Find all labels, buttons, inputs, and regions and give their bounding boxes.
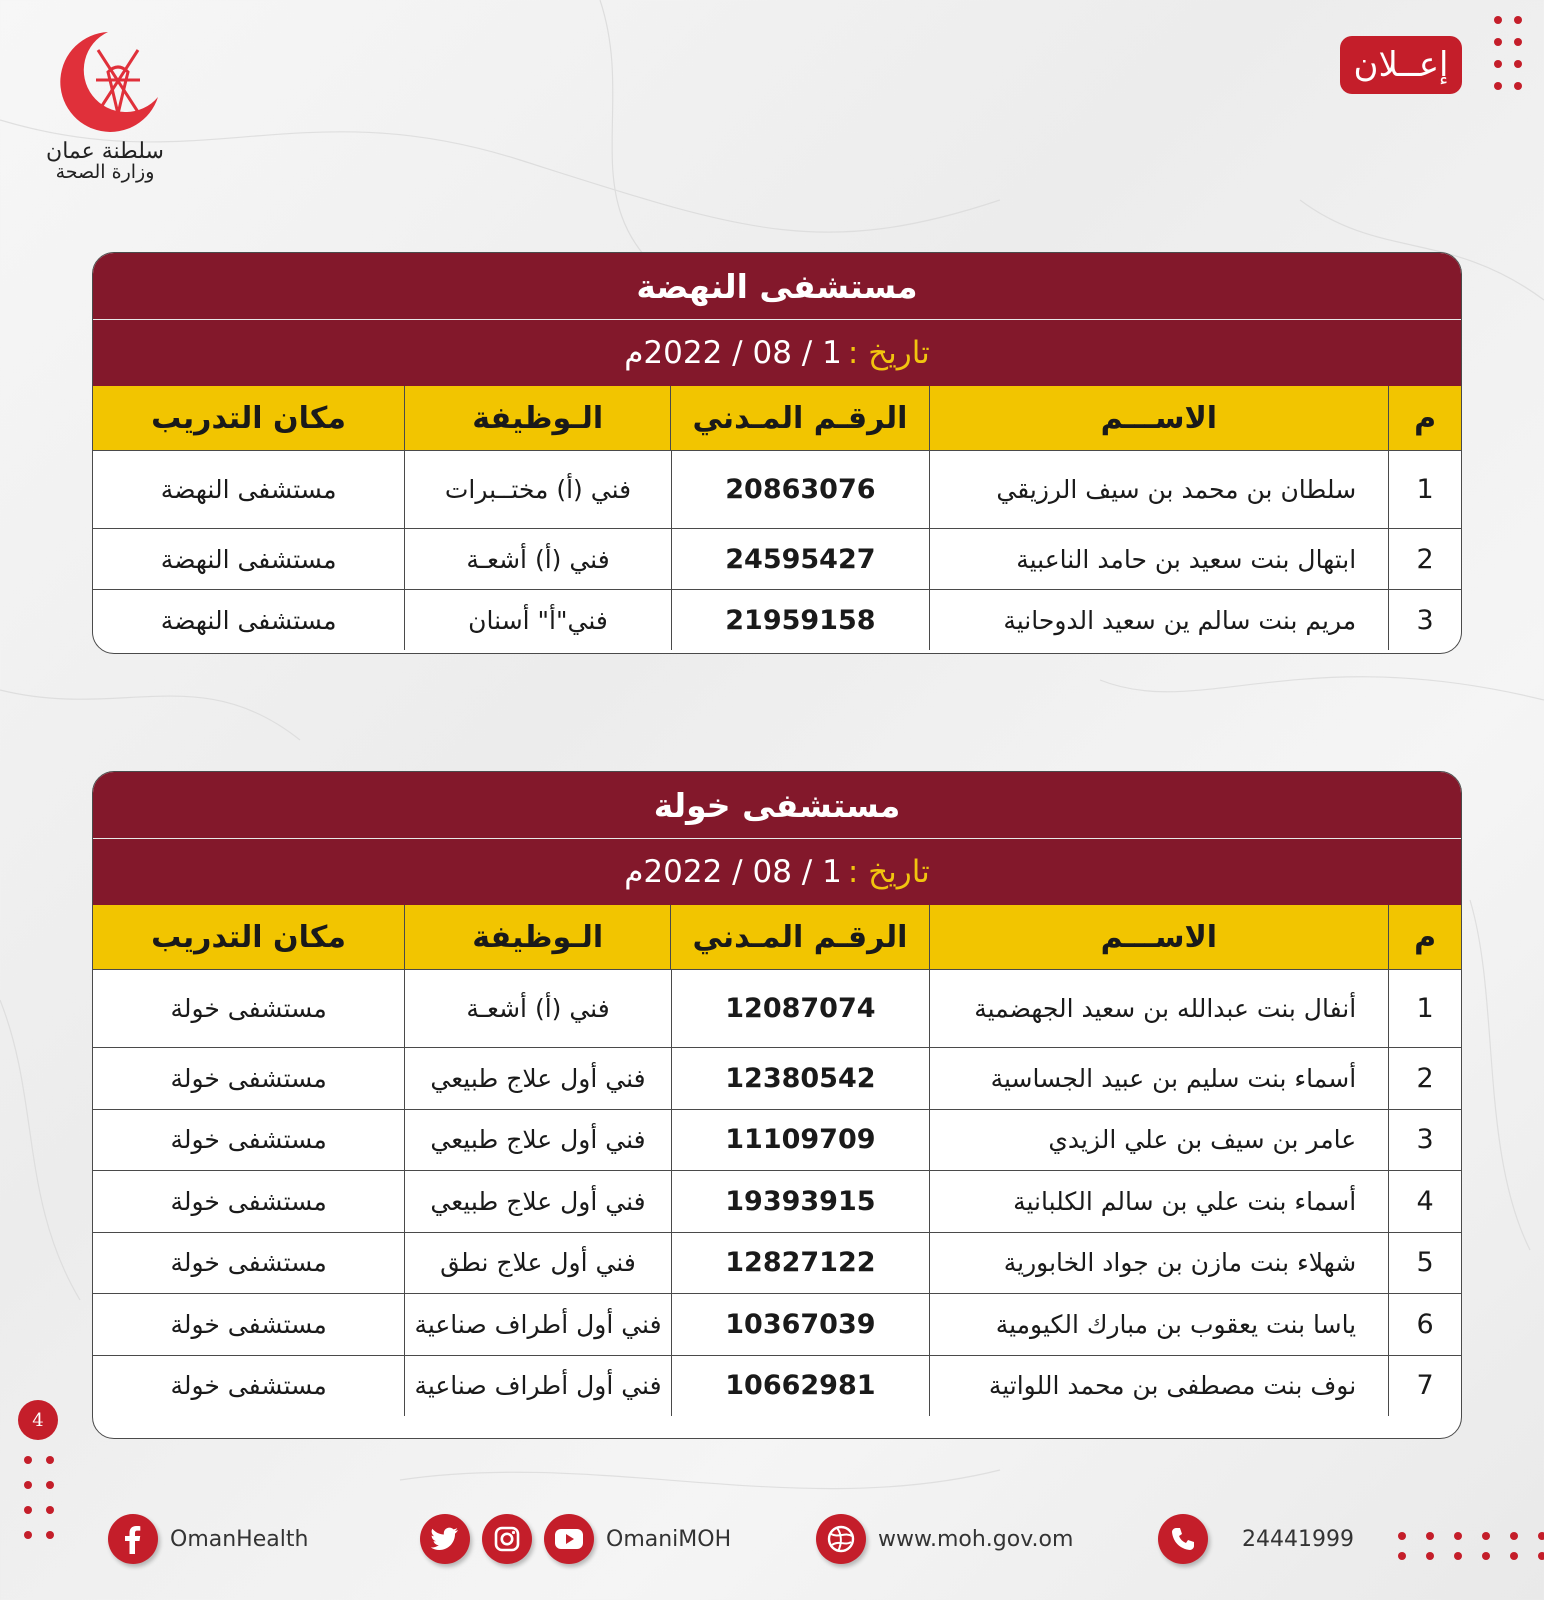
decorative-dots-top-right (1494, 16, 1522, 90)
logo-text (30, 140, 180, 183)
cell-place: مستشفى النهضة (93, 450, 404, 528)
table-row (93, 1047, 1461, 1109)
cell-no: 6 (1388, 1293, 1461, 1355)
col-header-place: مكان التدريب (151, 400, 346, 436)
col-header-no: م (1388, 386, 1461, 450)
cell-name: ياسا بنت يعقوب بن مبارك الكيومية (929, 1293, 1388, 1355)
table-row (93, 969, 1461, 1047)
cell-job: فني (أ) أشعـة (404, 969, 670, 1047)
instagram-icon[interactable] (482, 1514, 532, 1564)
cell-no: 7 (1388, 1355, 1461, 1417)
facebook-icon (108, 1514, 158, 1564)
footer-facebook[interactable] (108, 1514, 308, 1564)
table-title: مستشفى النهضة (93, 253, 1461, 320)
table-row (93, 528, 1461, 589)
logo-line-1: سلطنة عمان (46, 139, 164, 164)
cell-id: 10662981 (671, 1355, 929, 1417)
phone-icon (1158, 1514, 1208, 1564)
table-header (93, 905, 1461, 969)
cell-place: مستشفى خولة (93, 1170, 404, 1232)
table-nahdha (92, 252, 1462, 654)
cell-place: مستشفى خولة (93, 1109, 404, 1171)
table-row (93, 1170, 1461, 1232)
table-row (93, 1232, 1461, 1294)
cell-no: 2 (1388, 528, 1461, 589)
phone-number: 24441999 (1242, 1526, 1354, 1552)
cell-job: فني أول علاج طبيعي (404, 1047, 670, 1109)
footer-phone[interactable] (1158, 1514, 1354, 1564)
cell-job: فني (أ) مختــبرات (404, 450, 670, 528)
cell-place: مستشفى خولة (93, 1047, 404, 1109)
cell-name: شهلاء بنت مازن بن جواد الخابورية (929, 1232, 1388, 1294)
cell-id: 19393915 (671, 1170, 929, 1232)
footer-website[interactable] (816, 1514, 1073, 1564)
cell-name: ابتهال بنت سعيد بن حامد الناعبية (929, 528, 1388, 589)
cell-place: مستشفى خولة (93, 969, 404, 1047)
date-value: 1 / 08 / 2022م (624, 854, 842, 890)
globe-icon (816, 1514, 866, 1564)
youtube-icon[interactable] (544, 1514, 594, 1564)
cell-place: مستشفى خولة (93, 1355, 404, 1417)
cell-id: 24595427 (671, 528, 929, 589)
social-handle: OmaniMOH (606, 1526, 732, 1552)
col-header-no: م (1388, 905, 1461, 969)
cell-name: عامر بن سيف بن علي الزيدي (929, 1109, 1388, 1171)
table-date (93, 839, 1461, 905)
table-header (93, 386, 1461, 450)
footer-social[interactable] (420, 1514, 731, 1564)
cell-place: مستشفى النهضة (93, 589, 404, 650)
twitter-icon[interactable] (420, 1514, 470, 1564)
cell-name: أنفال بنت عبدالله بن سعيد الجهضمية (929, 969, 1388, 1047)
cell-id: 12827122 (671, 1232, 929, 1294)
col-header-job: الـوظيفة (404, 905, 670, 969)
cell-no: 1 (1388, 969, 1461, 1047)
cell-name: مريم بنت سالم ين سعيد الدوحانية (929, 589, 1388, 650)
table-row (93, 1109, 1461, 1171)
col-header-place: مكان التدريب (151, 919, 346, 955)
table-row (93, 450, 1461, 528)
cell-job: فني أول أطراف صناعية (404, 1293, 670, 1355)
cell-id: 10367039 (671, 1293, 929, 1355)
cell-place: مستشفى النهضة (93, 528, 404, 589)
cell-no: 4 (1388, 1170, 1461, 1232)
cell-no: 3 (1388, 589, 1461, 650)
date-label: تاريخ : (847, 335, 930, 371)
cell-job: فني أول علاج طبيعي (404, 1170, 670, 1232)
cell-place: مستشفى خولة (93, 1293, 404, 1355)
logo-line-2: وزارة الصحة (55, 161, 155, 184)
cell-id: 11109709 (671, 1109, 929, 1171)
col-header-id: الرقـم المـدني (670, 905, 928, 969)
cell-name: سلطان بن محمد بن سيف الرزيقي (929, 450, 1388, 528)
col-header-name: الاســـم (929, 386, 1389, 450)
col-header-id: الرقـم المـدني (670, 386, 928, 450)
cell-name: أسماء بنت علي بن سالم الكلبانية (929, 1170, 1388, 1232)
table-row (93, 589, 1461, 650)
cell-name: أسماء بنت سليم بن عبيد الجساسية (929, 1047, 1388, 1109)
cell-no: 1 (1388, 450, 1461, 528)
date-value: 1 / 08 / 2022م (624, 335, 842, 371)
table-khoula (92, 771, 1462, 1439)
table-title: مستشفى خولة (93, 772, 1461, 839)
cell-id: 12380542 (671, 1047, 929, 1109)
cell-job: فني أول علاج نطق (404, 1232, 670, 1294)
cell-job: فني (أ) أشعـة (404, 528, 670, 589)
cell-no: 3 (1388, 1109, 1461, 1171)
col-header-job: الـوظيفة (404, 386, 670, 450)
website-url: www.moh.gov.om (878, 1526, 1074, 1552)
cell-job: فني أول علاج طبيعي (404, 1109, 670, 1171)
table-row (93, 1293, 1461, 1355)
decorative-dots-bottom-right (1398, 1532, 1544, 1560)
cell-id: 21959158 (671, 589, 929, 650)
cell-name: نوف بنت مصطفى بن محمد اللواتية (929, 1355, 1388, 1417)
table-date (93, 320, 1461, 386)
cell-no: 5 (1388, 1232, 1461, 1294)
table-row (93, 1355, 1461, 1417)
logo-emblem (28, 22, 188, 142)
decorative-dots-bottom-left (24, 1456, 54, 1539)
cell-job: فني"أ" أسنان (404, 589, 670, 650)
facebook-handle: OmanHealth (170, 1526, 309, 1552)
page-number: 4 (18, 1400, 58, 1440)
col-header-name: الاســـم (929, 905, 1389, 969)
cell-job: فني أول أطراف صناعية (404, 1355, 670, 1417)
cell-place: مستشفى خولة (93, 1232, 404, 1294)
announcement-badge: إعــلان (1340, 36, 1462, 94)
cell-id: 20863076 (671, 450, 929, 528)
cell-id: 12087074 (671, 969, 929, 1047)
cell-no: 2 (1388, 1047, 1461, 1109)
date-label: تاريخ : (847, 854, 930, 890)
